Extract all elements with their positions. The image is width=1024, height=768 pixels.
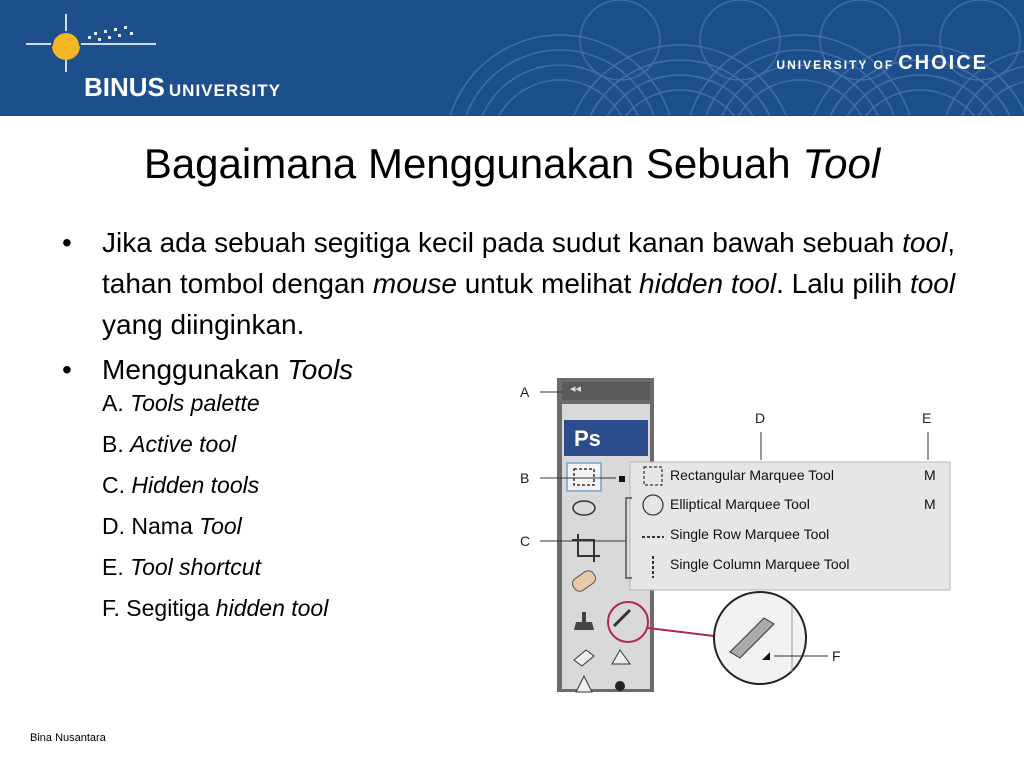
logo-name: BINUS (84, 72, 165, 102)
tagline-big: CHOICE (898, 52, 988, 74)
active-marker (619, 476, 625, 482)
slide-title (0, 138, 1024, 190)
subitem-prefix: F. Segitiga (102, 595, 216, 621)
subitem-italic: Active tool (130, 431, 237, 457)
label-d: D (755, 410, 766, 426)
subitem-prefix: E. (102, 554, 131, 580)
menu-item-single-column[interactable]: Single Column Marquee Tool (670, 556, 850, 572)
menu-item-single-row[interactable]: Single Row Marquee Tool (670, 526, 830, 542)
menu-item-elliptical[interactable]: Elliptical Marquee Tool (670, 496, 810, 512)
title-italic: Tool (802, 140, 881, 187)
subitem-prefix: C. (102, 472, 132, 498)
text-run-italic: Tools (287, 354, 354, 385)
logo-suffix: UNIVERSITY (168, 81, 281, 100)
tools-figure (512, 374, 952, 694)
bullet-1 (62, 222, 962, 345)
subitem-italic: Hidden tools (131, 472, 260, 498)
ps-label: Ps (574, 426, 601, 451)
active-tool-highlight (567, 463, 601, 491)
bullet-1-text (102, 227, 955, 340)
text-run: Jika ada sebuah segitiga kecil pada sudut kanan bawah sebuah (102, 227, 903, 258)
text-run-italic: hidden tool (639, 268, 777, 299)
text-run: Menggunakan (102, 354, 288, 385)
dodge-icon (615, 681, 625, 691)
label-e: E (922, 410, 932, 426)
subitem-prefix: D. Nama (102, 513, 200, 539)
text-run-italic: tool (902, 227, 948, 258)
text-run: . Lalu pilih (776, 268, 910, 299)
menu-shortcut-rectangular: M (924, 467, 936, 483)
subitem-italic: Tools palette (130, 390, 260, 416)
text-run: , tahan tombol dengan (102, 227, 956, 299)
menu-shortcut-elliptical: M (924, 496, 936, 512)
binus-logo (26, 14, 316, 104)
menu-item-rectangular[interactable]: Rectangular Marquee Tool (670, 467, 834, 483)
subitem-italic: Tool (199, 513, 242, 539)
subitem-italic: hidden tool (215, 595, 329, 621)
header-banner (0, 0, 1024, 116)
label-c: C (520, 533, 531, 549)
globe-icon (26, 14, 166, 74)
collapse-glyph: ◂◂ (570, 383, 582, 395)
tagline (776, 52, 988, 75)
subitem-prefix: B. (102, 431, 131, 457)
subitem-prefix: A. (102, 390, 131, 416)
bullet-dot: • (62, 354, 72, 385)
logo-wordmark (84, 72, 281, 103)
label-a: A (520, 384, 530, 400)
callout-connector (648, 628, 714, 636)
title-normal: Bagaimana Menggunakan Sebuah (143, 140, 803, 187)
footer-text: Bina Nusantara (30, 732, 106, 744)
label-f: F (832, 648, 841, 664)
text-run: yang diinginkan. (102, 309, 305, 340)
text-run-italic: tool (909, 268, 956, 299)
subitem-italic: Tool shortcut (130, 554, 261, 580)
text-run-italic: mouse (372, 268, 457, 299)
bullet-dot: • (62, 227, 72, 258)
tagline-small: UNIVERSITY OF (776, 58, 895, 72)
text-run: untuk melihat (456, 268, 640, 299)
label-b: B (520, 470, 530, 486)
